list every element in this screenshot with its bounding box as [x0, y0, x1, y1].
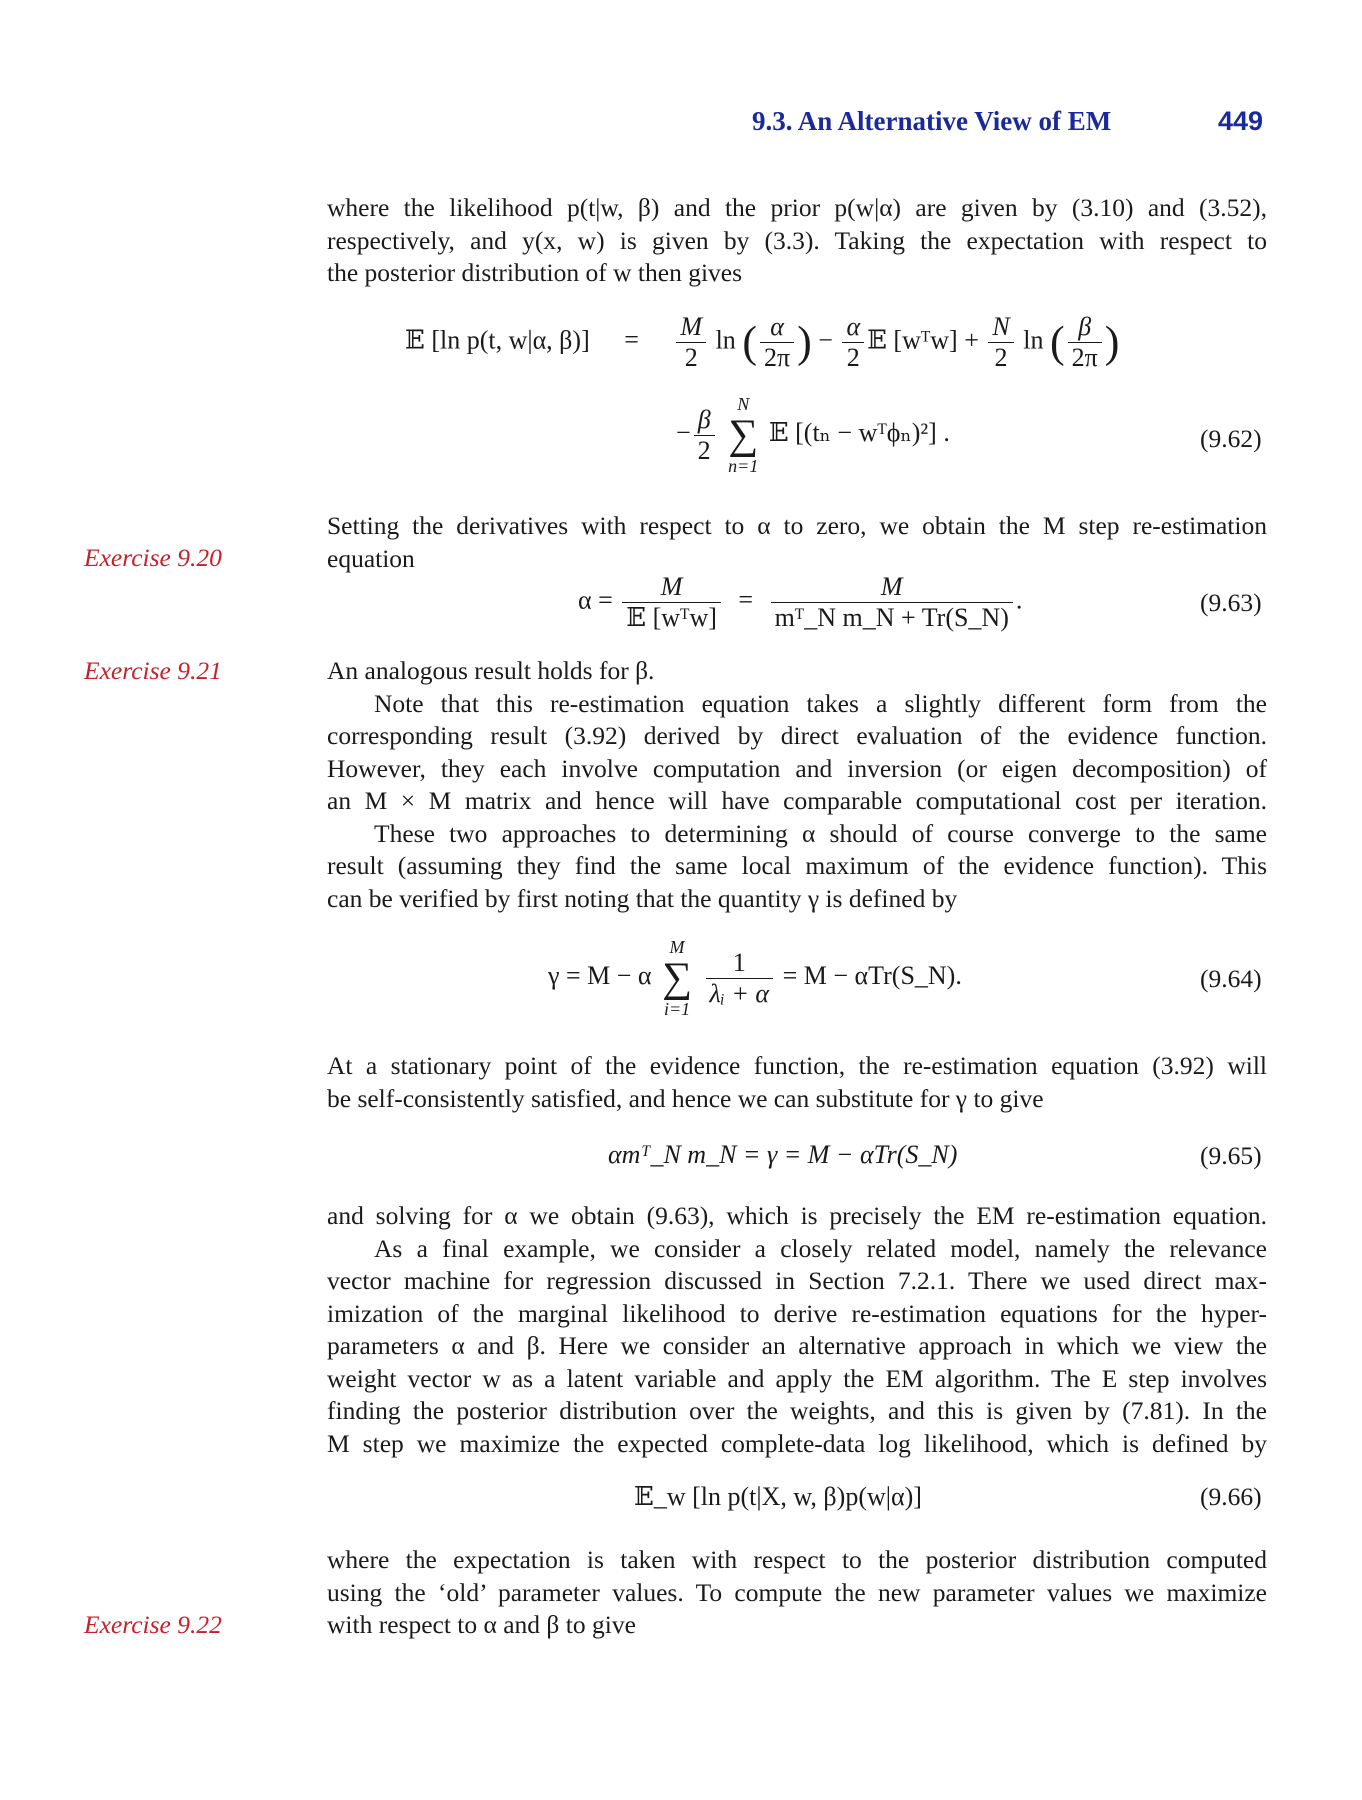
fraction: $\frac{N}{2}$ [988, 312, 1013, 373]
fraction: $\frac{\beta}{2}$ [694, 405, 715, 466]
text-line: respectively, and y(x, w) is given by (3.3). Taking the expectation with respect to [327, 225, 1267, 255]
equation-9-66: 𝔼_w [ln p(t|X, w, β)p(w|α)] [634, 1482, 922, 1511]
eq-lhs: γ = M − α [548, 960, 652, 990]
paragraph-3 [327, 655, 1267, 915]
eq-rhs: = M − αTr(S_N). [782, 960, 962, 990]
minus-sign: − [818, 325, 833, 355]
summation: N ∑ n=1 [728, 394, 759, 476]
text-line: M step we maximize the expected complete-data log likelihood, which is defined by [327, 1428, 1267, 1458]
fraction: $\frac{1}{\text{λᵢ + α}}$ [706, 948, 774, 1009]
text-line: An analogous result holds for β. [327, 656, 655, 685]
text-line: Note that this re-estimation equation takes a slightly different form from the [374, 688, 1267, 718]
equation-number: (9.65) [1200, 1141, 1262, 1170]
margin-note-exercise: Exercise 9.21 [84, 656, 222, 685]
text-line: However, they each involve computation and inversion (or eigen decomposition) of [327, 753, 1267, 783]
text-line: imization of the marginal likelihood to derive re-estimation equations for the hyper- [327, 1298, 1267, 1328]
text-line: finding the posterior distribution over the weights, and this is given by (7.81). In the [327, 1396, 1267, 1425]
fraction: $\frac{M}{2}$ [676, 312, 706, 373]
fraction: $\frac{M}{\text{𝔼 [wᵀw]}}$ [622, 572, 721, 633]
equation-9-65: αmᵀ_N m_N = γ = M − αTr(S_N) [608, 1140, 958, 1169]
fraction: $\frac{\alpha}{2}$ [842, 312, 864, 373]
margin-note-exercise: Exercise 9.20 [84, 543, 222, 572]
equation-9-62-line1: 𝔼 [ln p(t, w|α, β)] = $\frac{M}{2}$ ln ( $\frac{\alpha}{2\pi}$ ) − $\frac{\alpha}{2}$ 𝔼 [wᵀw] + $\frac{N}{2}$ ln ( $\frac{\beta}{2\pi}$ ) [405, 312, 1120, 372]
text-line: These two approaches to determining α should of course converge to the same [374, 818, 1267, 848]
equation-number: (9.63) [1200, 588, 1262, 617]
expectation-term: 𝔼 [wᵀw] [867, 325, 958, 355]
text-line: equation [327, 543, 415, 573]
text-line: result (assuming they find the same local maximum of the evidence function). This [327, 851, 1267, 880]
fraction: $\frac{\alpha}{2\pi}$ [760, 312, 794, 373]
text-line: an M × M matrix and hence will have comparable computational cost per iteration. [327, 786, 1267, 815]
text-line: weight vector w as a latent variable and apply the EM algorithm. The E step involves [327, 1363, 1267, 1393]
margin-note-exercise: Exercise 9.22 [84, 1610, 222, 1639]
paragraph-1 [327, 192, 1267, 290]
text-line: where the expectation is taken with respect to the posterior distribution computed [327, 1545, 1267, 1574]
text-line: and solving for α we obtain (9.63), which is precisely the EM re-estimation equation. [327, 1201, 1267, 1230]
minus-sign: − [676, 417, 691, 447]
text-line: parameters α and β. Here we consider an alternative approach in which we view the [327, 1331, 1267, 1360]
equation-9-62-line2 [676, 394, 950, 476]
text-line: where the likelihood p(t|w, β) and the prior p(w|α) are given by (3.10) and (3.52), [327, 193, 1267, 222]
ln-operator: ln [1023, 325, 1044, 355]
paragraph-6 [327, 1544, 1267, 1642]
period: . [1015, 585, 1023, 615]
ln-operator: ln [715, 325, 736, 355]
text-line: Setting the derivatives with respect to α to zero, we obtain the M step re-estimation [327, 511, 1267, 540]
eq-lhs: α = [578, 585, 613, 615]
text-line: corresponding result (3.92) derived by direct evaluation of the evidence function. [327, 721, 1267, 750]
text-line: using the ‘old’ parameter values. To compute the new parameter values we maximize [327, 1577, 1267, 1607]
equation-9-64 [548, 937, 962, 1019]
fraction: $\frac{\beta}{2\pi}$ [1068, 312, 1102, 373]
paragraph-4 [327, 1050, 1267, 1115]
equation-9-63 [578, 572, 1022, 633]
text-line: vector machine for regression discussed in Section 7.2.1. There we used direct max- [327, 1266, 1267, 1295]
equation-number: (9.66) [1200, 1482, 1262, 1511]
equation-number: (9.64) [1200, 964, 1262, 993]
text-line: At a stationary point of the evidence function, the re-estimation equation (3.92) will [327, 1051, 1267, 1080]
text-line: As a final example, we consider a closely related model, namely the relevance [374, 1233, 1267, 1263]
expectation-term: 𝔼 [(tₙ − wᵀϕₙ)²] . [768, 417, 950, 447]
eq-equals: = [624, 325, 639, 355]
text-line: can be verified by first noting that the quantity γ is defined by [327, 883, 958, 913]
summation: M ∑ i=1 [662, 937, 693, 1019]
paragraph-5 [327, 1200, 1267, 1460]
eq-equals: = [738, 585, 754, 615]
text-line: with respect to α and β to give [327, 1610, 636, 1639]
page-number: 449 [1218, 106, 1264, 136]
paragraph-2 [327, 510, 1267, 575]
plus-sign: + [964, 325, 979, 355]
text-line: the posterior distribution of w then gives [327, 258, 743, 287]
section-title: 9.3. An Alternative View of EM [752, 106, 1112, 136]
eq-lhs: 𝔼 [ln p(t, w|α, β)] [405, 325, 590, 355]
text-line: be self-consistently satisfied, and hence we can substitute for γ to give [327, 1083, 1044, 1113]
equation-number: (9.62) [1200, 424, 1262, 453]
fraction: $\frac{M}{\text{mᵀ\_N m\_N + Tr(S\_N)}}$ [771, 572, 1013, 633]
